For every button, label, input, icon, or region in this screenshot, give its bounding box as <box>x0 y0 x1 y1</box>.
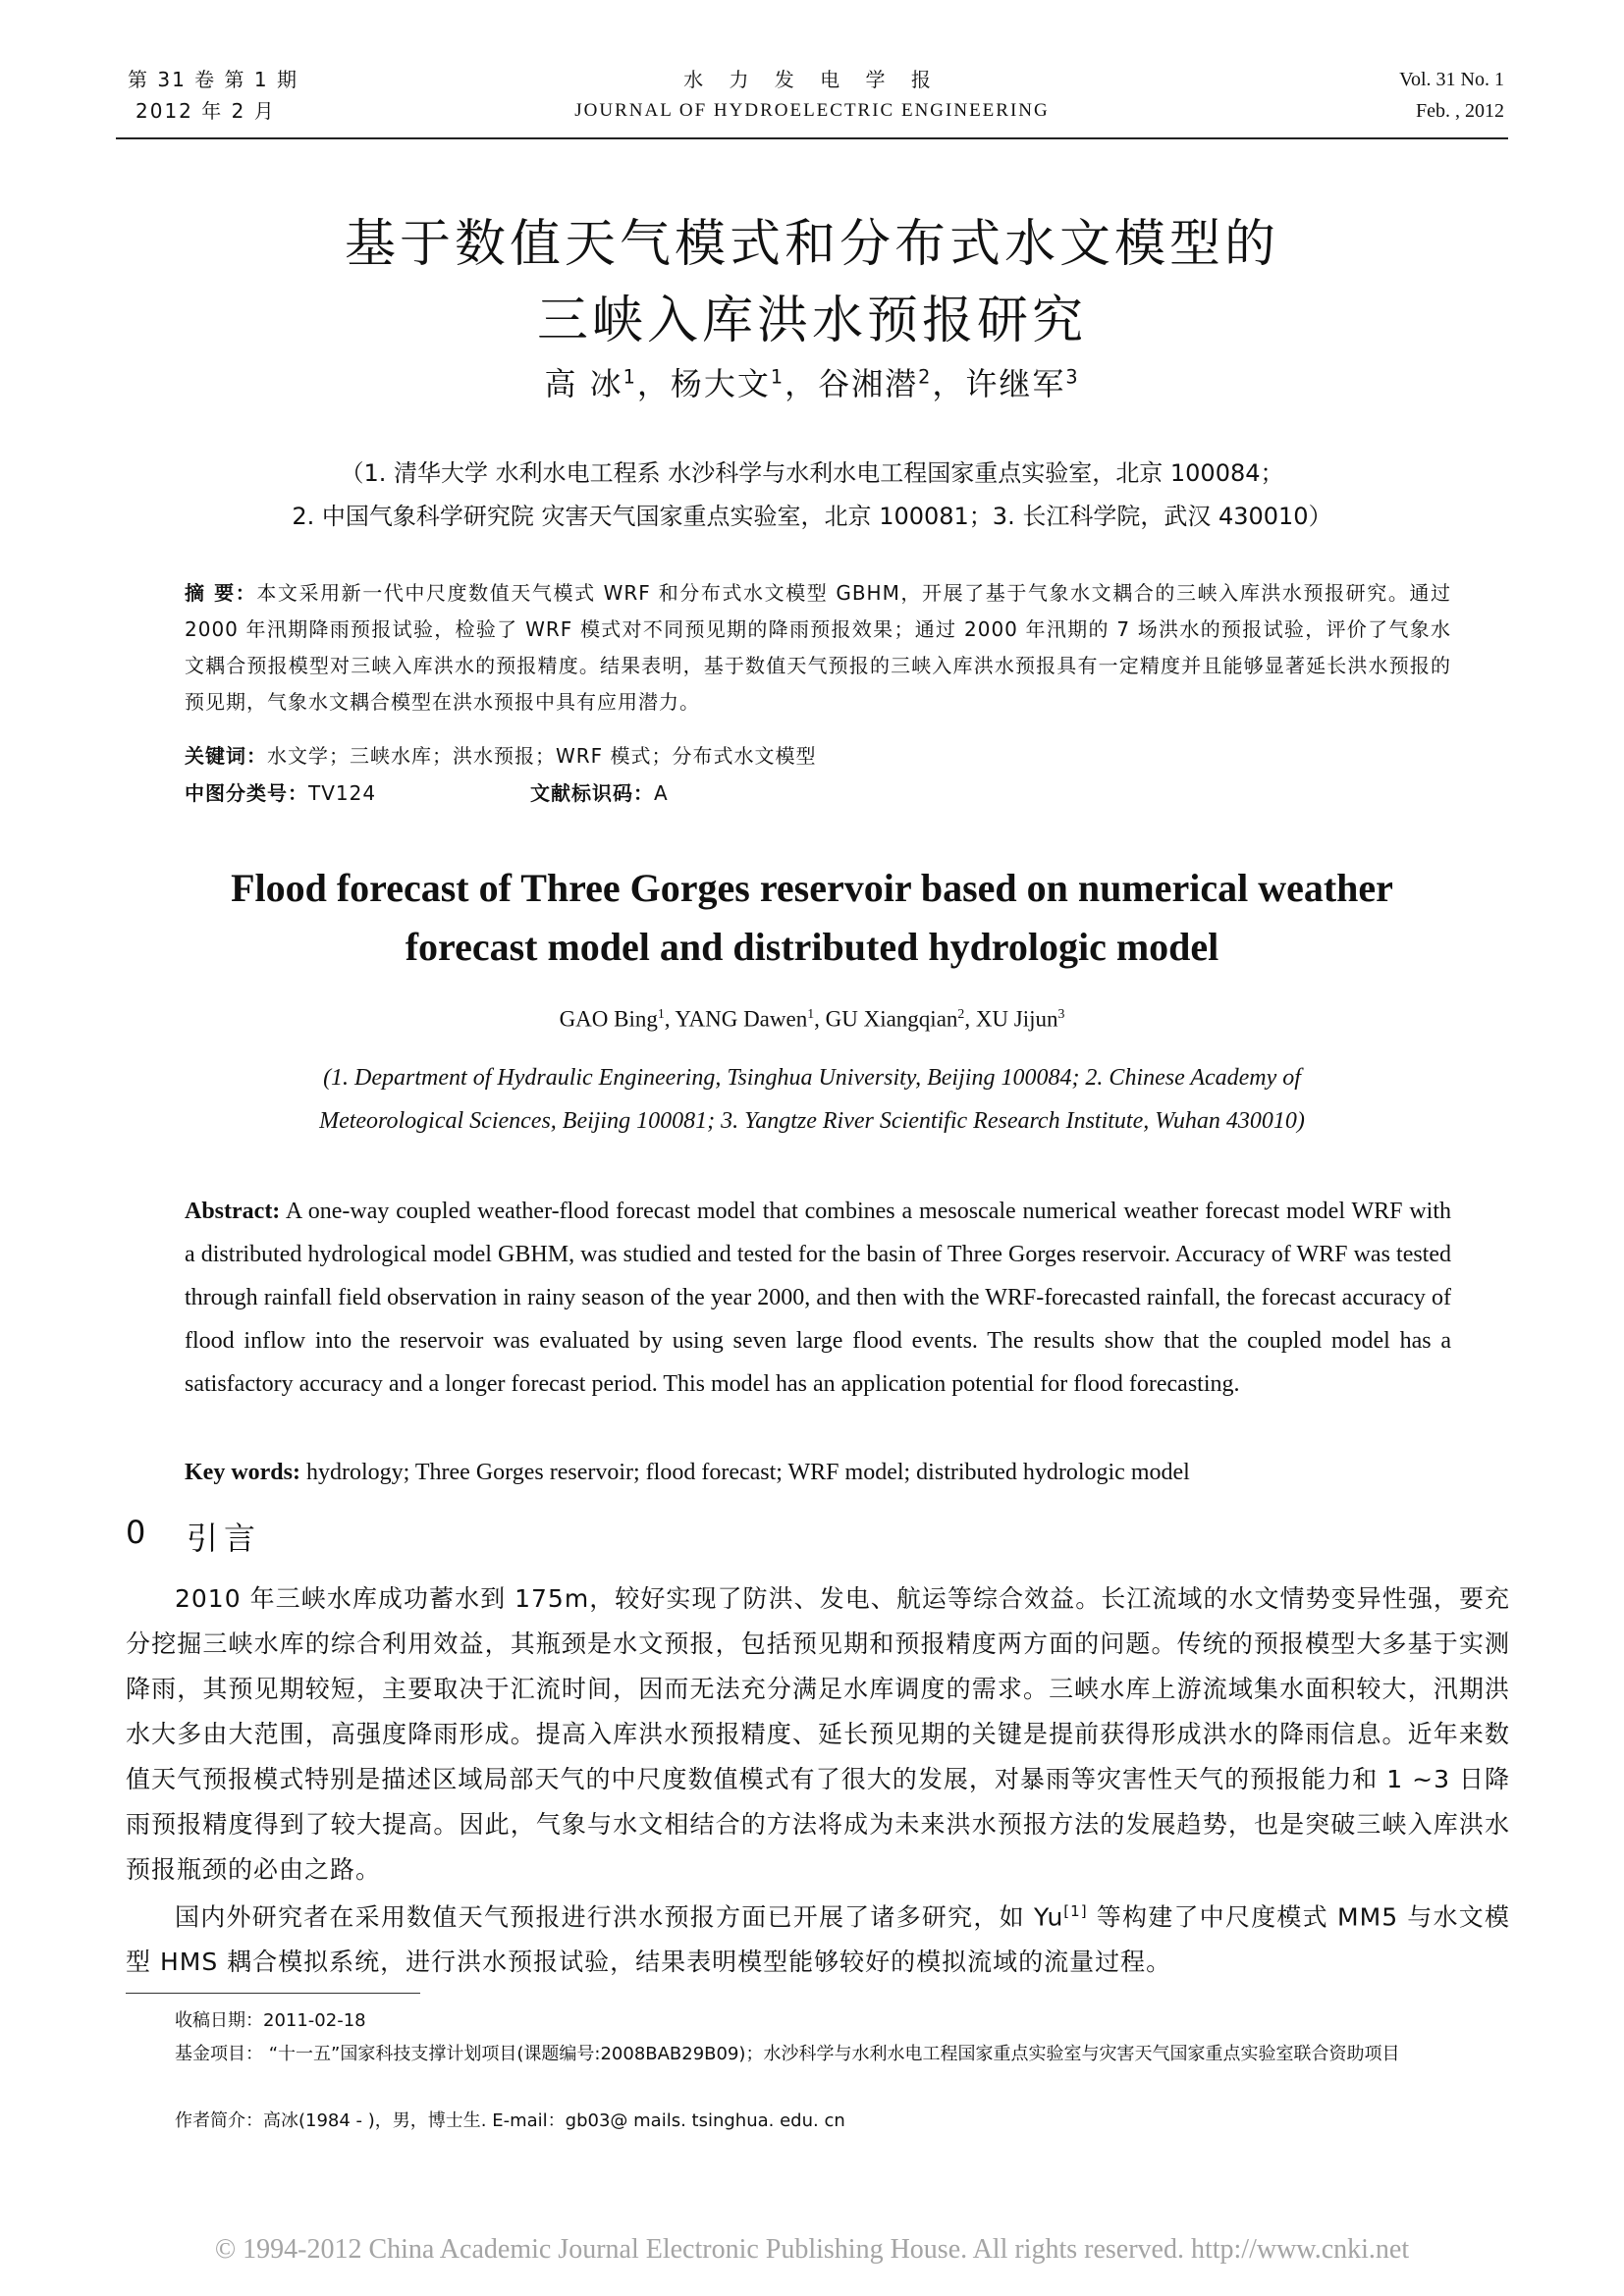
footnote-fund: 基金项目： “十一五”国家科技支撑计划项目(课题编号:2008BAB29B09)；水沙科学与水利水电工程国家重点实验室与灾害天气国家重点实验室联合资助项目 <box>175 2044 1400 2064</box>
author-en-1-affil: 1 <box>657 1006 665 1021</box>
author-cn-1-affil: 1 <box>623 365 637 389</box>
affiliation-cn-line2: 2. 中国气象科学研究院 灾害天气国家重点实验室，北京 100081；3. 长江科学院，武汉 430010） <box>292 503 1332 530</box>
abstract-en-label: Abstract: <box>185 1199 281 1224</box>
clc-label: 中图分类号： <box>185 781 308 805</box>
intro-paragraph-2 <box>126 1889 1510 1985</box>
footnote-rule <box>126 1993 420 1994</box>
author-en-1: GAO Bing <box>559 1006 658 1032</box>
title-cn-line2: 三峡入库洪水预报研究 <box>536 292 1087 350</box>
affiliation-cn-line1: （1. 清华大学 水利水电工程系 水沙科学与水利水电工程国家重点实验室，北京 100084； <box>340 459 1284 487</box>
keywords-en-label: Key words: <box>185 1460 300 1485</box>
issue-date: 2012 年 2 月 <box>135 99 276 123</box>
intro-paragraph-2-start: 国内外研究者在采用数值天气预报进行洪水预报方面已开展了诸多研究，如 Yu <box>175 1902 1064 1932</box>
affiliation-en-line1-text: (1. Department of Hydraulic Engineering, Tsinghua University, Beijing 100084; 2. Chinese Academy of <box>323 1065 1301 1091</box>
authors-cn <box>0 359 1624 404</box>
volume-issue: 第 31 卷 第 1 期 <box>128 68 298 91</box>
title-en-line1: Flood forecast of Three Gorges reservoir based on numerical weather <box>231 866 1393 910</box>
keywords-cn-text: 水文学；三峡水库；洪水预报；WRF 模式；分布式水文模型 <box>267 744 817 768</box>
title-en-line2: forecast model and distributed hydrologic model <box>405 925 1219 969</box>
author-en-2-affil: 1 <box>807 1006 815 1021</box>
intro-paragraph-1: 2010 年三峡水库成功蓄水到 175m，较好实现了防洪、发电、航运等综合效益。长江流域的水文情势变异性强，要充分挖掘三峡水库的综合利用效益，其瓶颈是水文预报，包括预见期和预报精度两方面的问题。传统的预报模型大多基于实测降雨，其预见期较短，主要取决于汇流时间，因而无法充分满足水库调度的需求。三峡水库上游流域集水面积较大，汛期洪水大多由大范围，高强度降雨形成。提高入库洪水预报精度、延长预见期的关键是提前获得形成洪水的降雨信息。近年来数值天气预报模式特别是描述区域局部天气的中尺度数值模式有了很大的发展，对暴雨等灾害性天气的预报能力和 1 ~3 日降雨预报精度得到了较大提高。因此，气象与水文相结合的方法将成为未来洪水预报方法的发展趋势，也是突破三峡入库洪水预报瓶颈的必由之路。 <box>126 1584 1510 1884</box>
footnote-received: 收稿日期：2011-02-18 <box>175 2010 366 2031</box>
author-en-4: , XU Jijun <box>964 1006 1058 1032</box>
author-cn-1: 高 冰 <box>544 365 623 402</box>
classification-row <box>185 775 1451 812</box>
affiliation-en-line2 <box>0 1099 1624 1143</box>
abstract-cn-label: 摘 要： <box>185 581 257 605</box>
author-en-4-affil: 3 <box>1057 1006 1065 1021</box>
author-en-2: , YANG Dawen <box>664 1006 808 1032</box>
keywords-cn <box>185 738 1451 774</box>
copyright-footer: © 1994-2012 China Academic Journal Electronic Publishing House. All rights reserved. http://www.cnki.net <box>214 2234 1410 2265</box>
keywords-en <box>185 1451 1451 1494</box>
author-en-3: , GU Xiangqian <box>814 1006 958 1032</box>
doc-code-value: A <box>654 781 669 805</box>
section-title: 引言 <box>187 1520 262 1557</box>
affiliation-en-line2-text: Meteorological Sciences, Beijing 100081; 3. Yangtze River Scientific Research Institute, Wuhan 430010) <box>319 1108 1305 1134</box>
affiliation-en-line1 <box>0 1056 1624 1099</box>
title-cn-line1: 基于数值天气模式和分布式水文模型的 <box>344 215 1279 274</box>
journal-name-en: JOURNAL OF HYDROELECTRIC ENGINEERING <box>574 100 1050 121</box>
footnote-author: 作者简介：高冰(1984 - )，男，博士生. E-mail：gb03@ mails. tsinghua. edu. cn <box>175 2110 845 2131</box>
author-cn-3: ，谷湘潜 <box>785 365 919 402</box>
author-cn-3-affil: 2 <box>918 365 933 389</box>
journal-name-cn: 水 力 发 电 学 报 <box>683 68 941 91</box>
author-cn-2: ，杨大文 <box>636 365 771 402</box>
abstract-cn-text: 本文采用新一代中尺度数值天气模式 WRF 和分布式水文模型 GBHM，开展了基于气象水文耦合的三峡入库洪水预报研究。通过 2000 年汛期降雨预报试验，检验了 WRF 模式对不同预见期的降雨预报效果；通过 2000 年汛期的 7 场洪水的预报试验，评价了气象水文耦合预报模型对三峡入库洪水的预报精度。结果表明，基于数值天气预报的三峡入库洪水预报具有一定精度并且能够显著延长洪水预报的预见期，气象水文耦合模型在洪水预报中具有应用潜力。 <box>185 581 1452 714</box>
date-en: Feb. , 2012 <box>1416 100 1504 122</box>
abstract-en-text: A one-way coupled weather-flood forecast model that combines a mesoscale numerical weather forecast model WRF with a distributed hydrological model GBHM, was studied and tested for the basin of Three Gorges reservoir. Accuracy of WRF was tested through rainfall field observation in rainy season of the year 2000, and then with the WRF-forecasted rainfall, the forecast accuracy of flood inflow into the reservoir was evaluated by using seven large flood events. The results show that the coupled model has a satisfactory accuracy and a longer forecast period. This model has an application potential for flood forecasting. <box>185 1199 1451 1397</box>
citation-ref[interactable]: [1] <box>1063 1902 1088 1920</box>
volume-en: Vol. 31 No. 1 <box>1399 69 1504 90</box>
abstract-cn <box>185 575 1451 721</box>
intro-paragraph-2-end: 等构建了中尺度模式 MM5 与水文模型 HMS 耦合模拟系统，进行洪水预报试验，结果表明模型能够较好的模拟流域的流量过程。 <box>126 1902 1511 1977</box>
author-cn-4: ，许继军 <box>932 365 1066 402</box>
authors-en <box>0 1006 1624 1033</box>
clc-value: TV124 <box>308 781 377 805</box>
header-rule <box>116 137 1508 139</box>
author-cn-2-affil: 1 <box>770 365 785 389</box>
doc-code-label: 文献标识码： <box>530 781 654 805</box>
author-en-3-affil: 2 <box>957 1006 965 1021</box>
section-number: 0 <box>126 1514 146 1551</box>
keywords-en-text: hydrology; Three Gorges reservoir; flood forecast; WRF model; distributed hydrologic model <box>305 1460 1190 1485</box>
author-cn-4-affil: 3 <box>1065 365 1080 389</box>
abstract-en <box>185 1190 1451 1406</box>
keywords-cn-label: 关键词： <box>185 744 267 768</box>
